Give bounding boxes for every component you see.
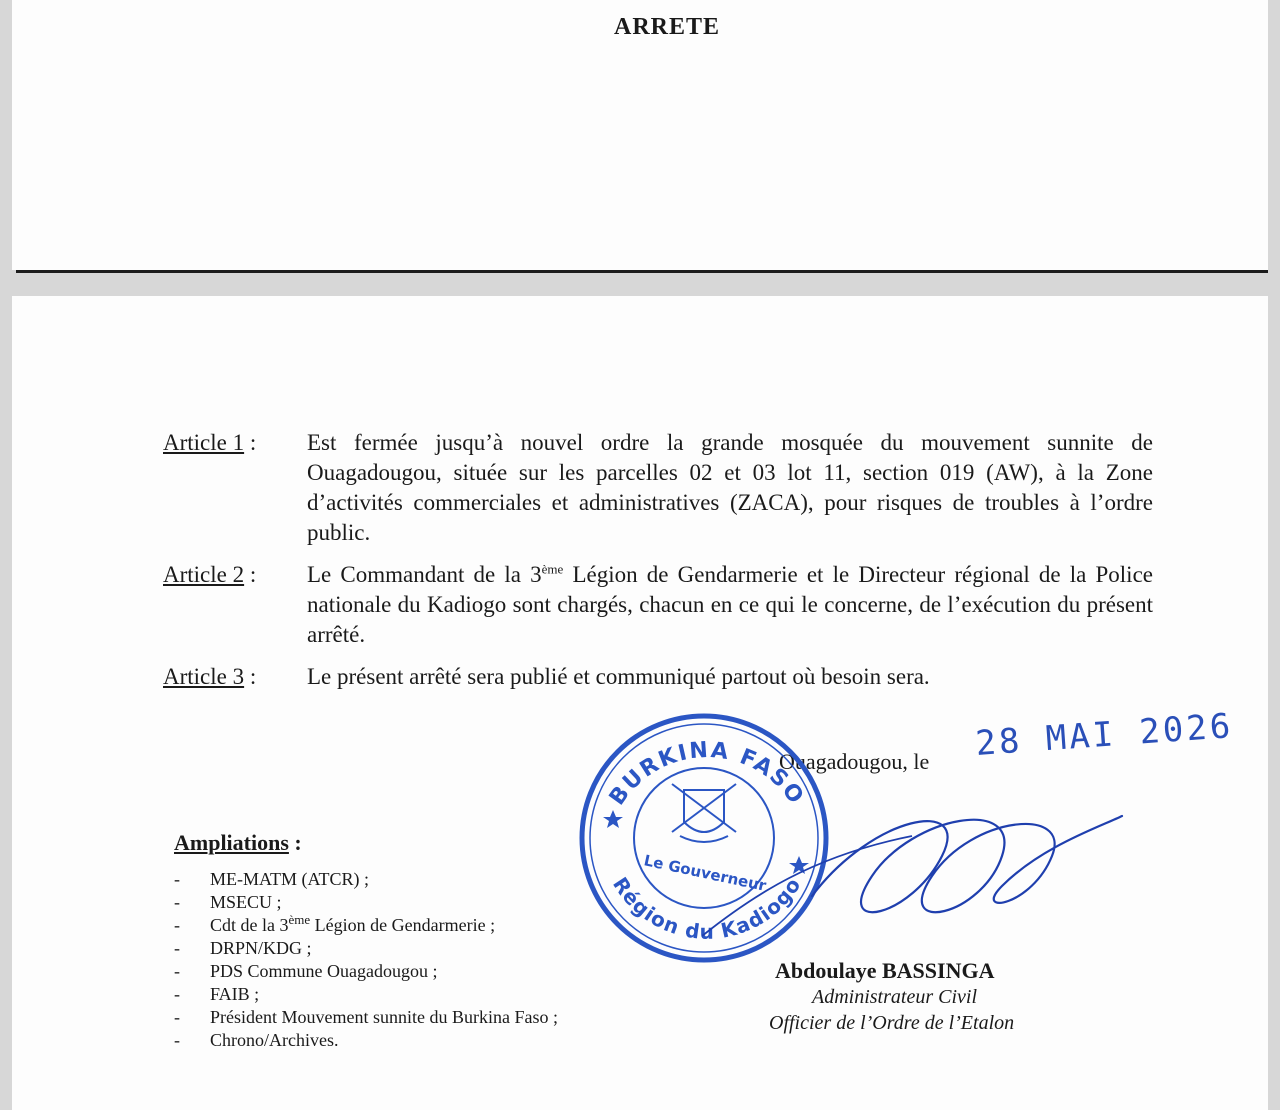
- place-label: Ouagadougou, le: [779, 749, 930, 774]
- list-item: - Cdt de la 3ème Légion de Gendarmerie ;: [174, 912, 496, 935]
- list-item: - DRPN/KDG ;: [174, 938, 312, 958]
- body-panel: [12, 296, 1268, 1110]
- list-item: - FAIB ;: [174, 984, 260, 1004]
- article-3-label: Article 3 :: [163, 664, 257, 689]
- date-stamp: 28 MAI 2026: [974, 706, 1235, 764]
- signatory-name: Abdoulaye BASSINGA: [775, 958, 995, 983]
- stamp-center-text: Le Gouverneur: [642, 851, 768, 895]
- ampliations-title: Ampliations :: [174, 830, 302, 855]
- article-3-text: Le présent arrêté sera publié et communiqué partout où besoin sera.: [307, 664, 930, 689]
- article-1-text: Est fermée jusqu’à nouvel ordre la grande mosquée du mouvement sunnite de Ouagadougou, située sur les parcelles 02 et 03 lot 11, section 019 (AW), à la Zone d’activités commerciales et administratives (ZACA), pour risques de troubles à l’ordre public.: [307, 430, 1153, 545]
- document-title: ARRETE: [613, 14, 721, 40]
- list-item: - MSECU ;: [174, 892, 282, 912]
- list-item: - PDS Commune Ouagadougou ;: [174, 961, 438, 981]
- list-item: - Président Mouvement sunnite du Burkina Faso ;: [174, 1007, 558, 1027]
- stamp-bottom-text: Région du Kadiogo: [608, 872, 806, 944]
- article-1-label: Article 1 :: [163, 430, 257, 455]
- header-panel: [12, 0, 1268, 270]
- list-item: - ME-MATM (ATCR) ;: [174, 869, 370, 889]
- article-2-text: Le Commandant de la 3ème Légion de Gendarmerie et le Directeur régional de la Police nationale du Kadiogo sont chargés, chacun en ce qui le concerne, de l’exécution du présent arrêté.: [307, 561, 1153, 647]
- signatory-distinction: Officier de l’Ordre de l’Etalon: [769, 1012, 1015, 1034]
- signatory-title: Administrateur Civil: [812, 986, 977, 1008]
- signature-icon: [12, 296, 1268, 1110]
- list-item: - Chrono/Archives.: [174, 1030, 339, 1050]
- stamp-top-text: BURKINA FASO: [604, 737, 810, 810]
- separator-rule: [16, 270, 1268, 273]
- article-2-label: Article 2 :: [163, 562, 257, 587]
